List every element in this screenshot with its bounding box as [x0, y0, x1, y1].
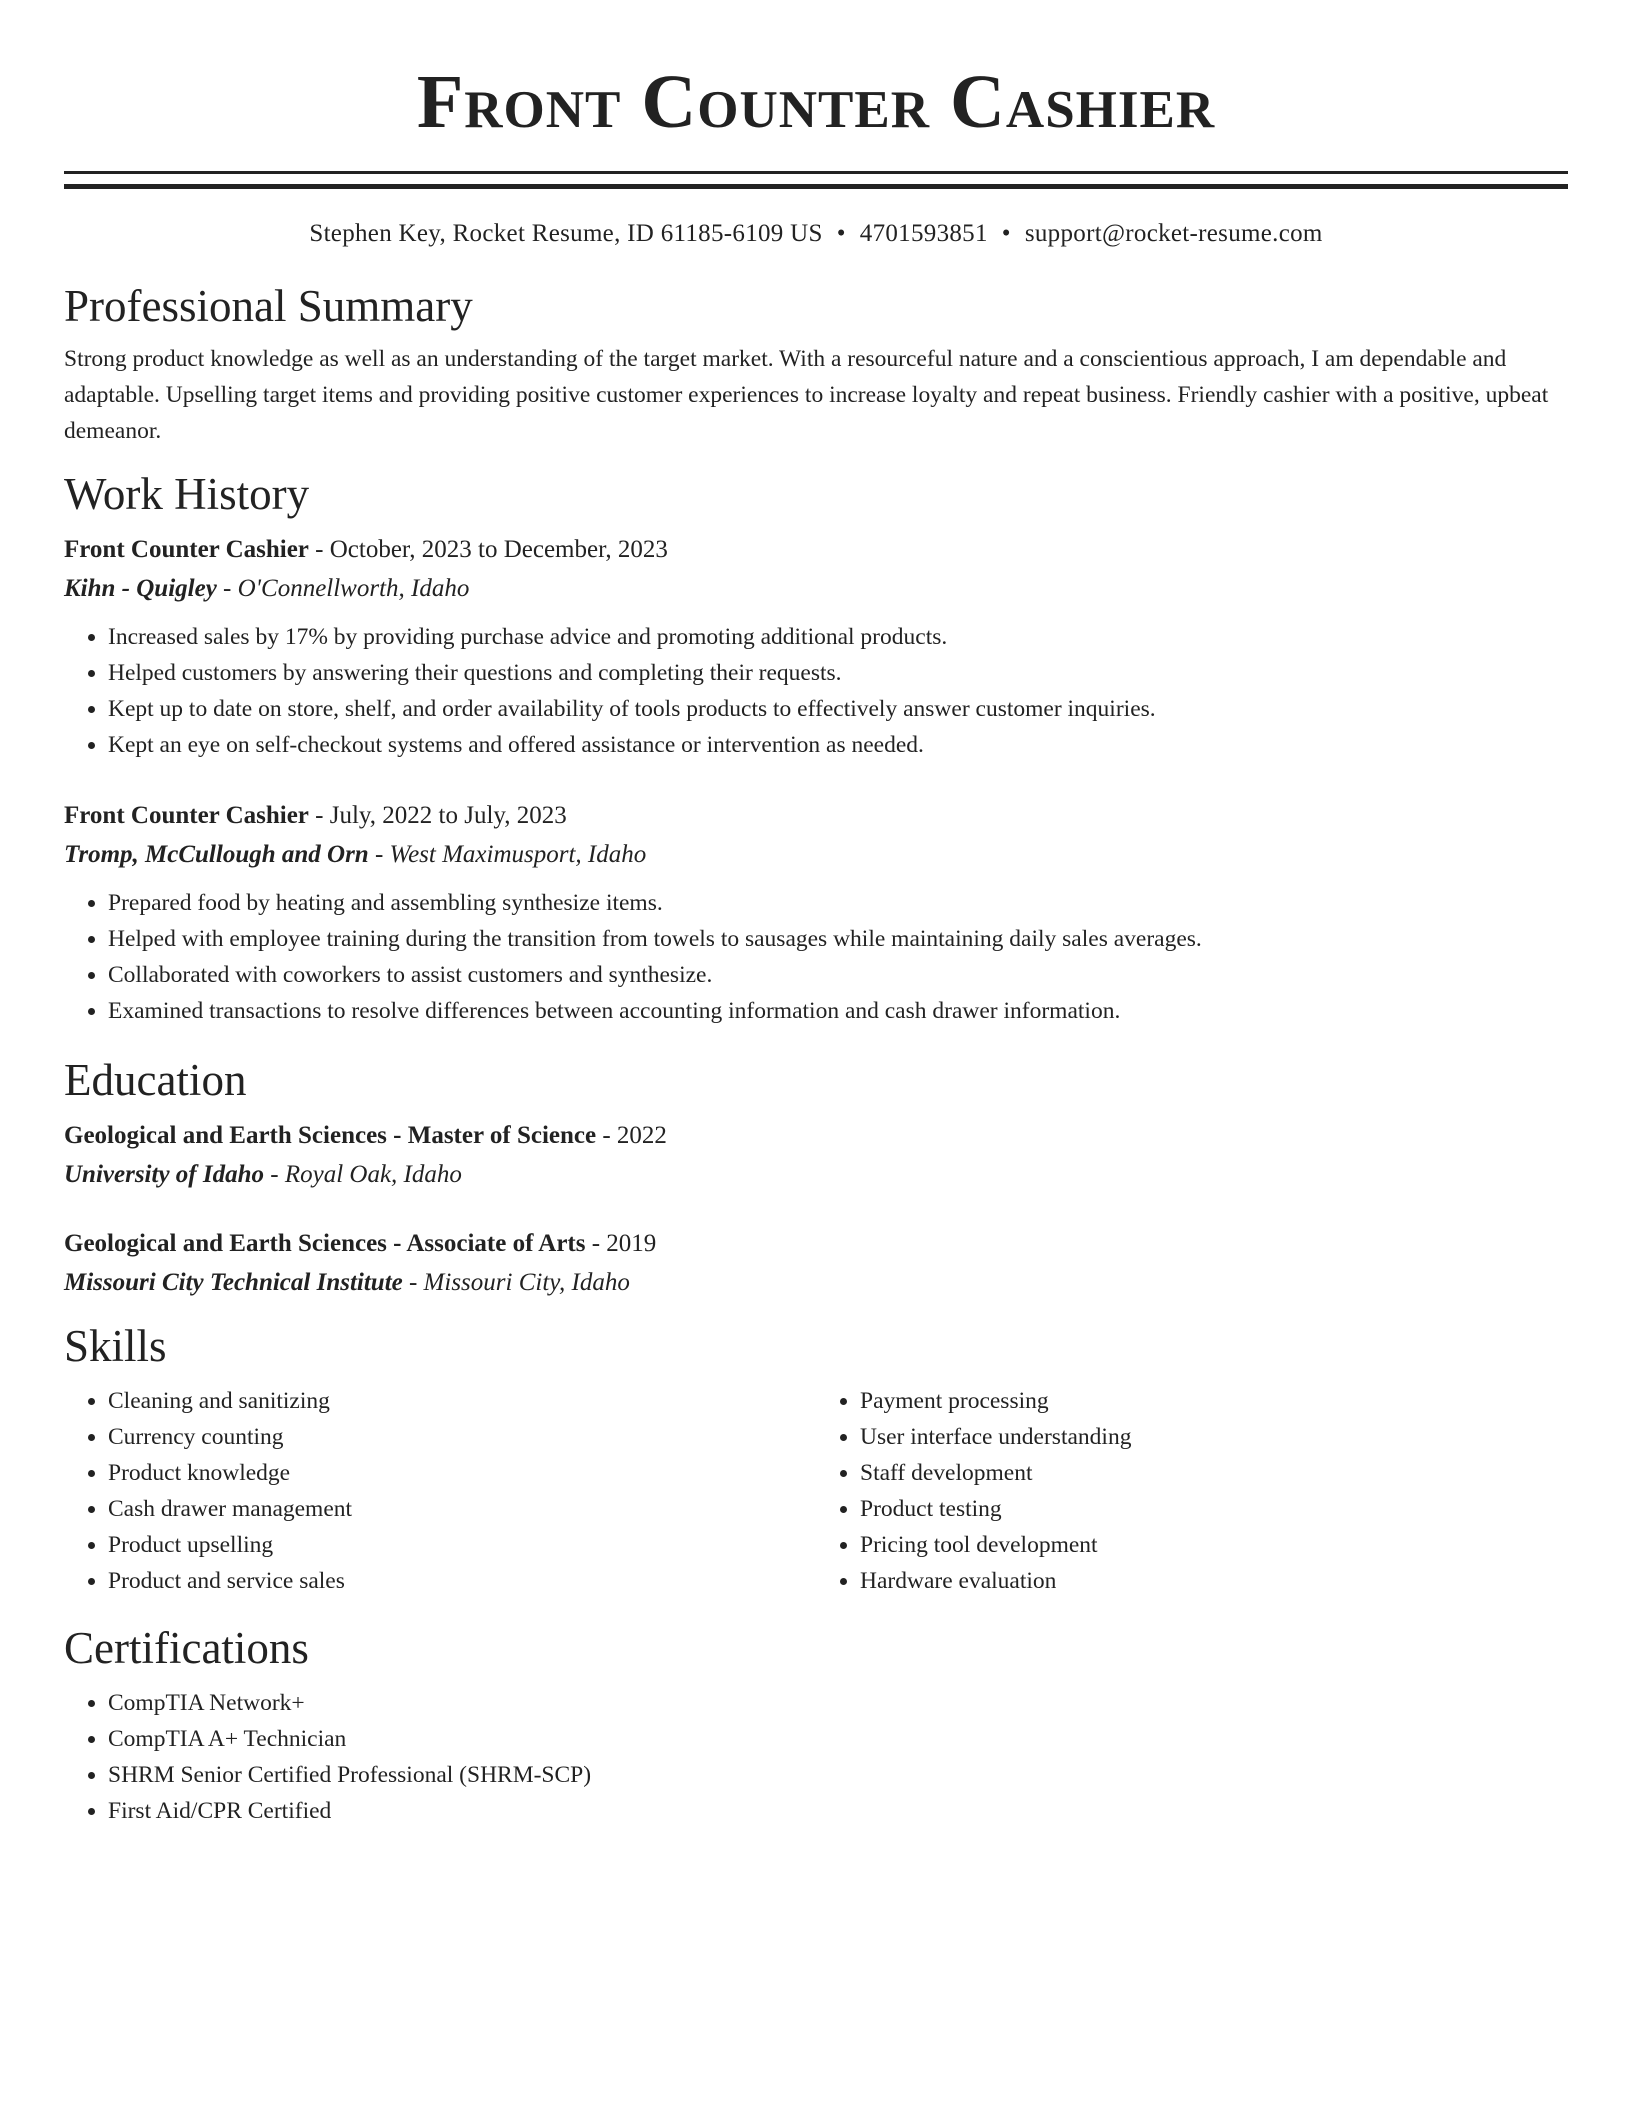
skill-item: • Cash drawer management	[108, 1491, 816, 1527]
job-bullet: • Helped customers by answering their questions and completing their requests.	[108, 655, 1568, 691]
education-entry	[64, 1225, 1568, 1303]
job-title: Front Counter Cashier	[64, 802, 309, 829]
job-bullet: • Collaborated with coworkers to assist customers and synthesize.	[108, 957, 1568, 993]
skill-item: • Product knowledge	[108, 1455, 816, 1491]
section-heading: Education	[64, 1055, 247, 1105]
skill-item: • Cleaning and sanitizing	[108, 1383, 816, 1419]
work-history-section	[64, 467, 1568, 1029]
job-title-line	[64, 797, 1568, 835]
education-section	[64, 1053, 1568, 1303]
skills-column-right	[816, 1383, 1568, 1599]
school-location: - Missouri City, Idaho	[402, 1269, 630, 1296]
job-dates: - October, 2023 to December, 2023	[308, 536, 668, 563]
contact-separator: •	[1001, 220, 1011, 247]
skill-item: • User interface understanding	[860, 1419, 1568, 1455]
contact-line	[64, 219, 1568, 249]
job-title: Front Counter Cashier	[64, 536, 309, 563]
company-line	[64, 569, 1568, 609]
job-entry	[64, 531, 1568, 763]
skill-item: • Product and service sales	[108, 1563, 816, 1599]
school-location: - Royal Oak, Idaho	[264, 1161, 462, 1188]
skill-item: • Product testing	[860, 1491, 1568, 1527]
title-divider	[64, 171, 1568, 189]
job-bullets	[64, 619, 1568, 763]
certification-item: • CompTIA Network+	[108, 1685, 1568, 1721]
section-heading: Skills	[64, 1321, 167, 1371]
section-heading: Work History	[64, 469, 310, 519]
degree-line	[64, 1117, 1568, 1155]
certifications-list	[64, 1685, 1568, 1829]
skills-column-left	[64, 1383, 816, 1599]
certification-item: • First Aid/CPR Certified	[108, 1793, 1568, 1829]
skills-grid	[64, 1373, 1568, 1599]
job-bullet: • Increased sales by 17% by providing purchase advice and promoting additional products.	[108, 619, 1568, 655]
job-bullet: • Prepared food by heating and assembling synthesize items.	[108, 885, 1568, 921]
contact-email: support@rocket-resume.com	[1024, 220, 1323, 247]
school-name: University of Idaho	[64, 1161, 264, 1188]
job-bullet: • Helped with employee training during the transition from towels to sausages while maintaining daily sales averages.	[108, 921, 1568, 957]
school-name: Missouri City Technical Institute	[64, 1269, 403, 1296]
job-bullet: • Kept up to date on store, shelf, and order availability of tools products to effectively answer customer inquiries.	[108, 691, 1568, 727]
degree-year: - 2022	[596, 1122, 667, 1149]
company-name: Kihn - Quigley	[64, 575, 217, 602]
contact-address: Stephen Key, Rocket Resume, ID 61185-6109 US	[309, 220, 823, 247]
certification-item: • CompTIA A+ Technician	[108, 1721, 1568, 1757]
summary-section	[64, 279, 1568, 449]
certifications-section	[64, 1621, 1568, 1829]
contact-separator: •	[836, 220, 846, 247]
resume-title: Front Counter Cashier	[416, 60, 1216, 144]
skill-item: • Product upselling	[108, 1527, 816, 1563]
degree-line	[64, 1225, 1568, 1263]
contact-phone: 4701593851	[859, 220, 988, 247]
summary-text: Strong product knowledge as well as an understanding of the target market. With a resourceful nature and a conscientious approach, I am dependable and adaptable. Upselling target items and providing positive customer experiences to increase loyalty and repeat business. Friendly cashier with a positive, upbeat demeanor.	[64, 346, 1549, 444]
skills-section	[64, 1319, 1568, 1599]
section-heading: Professional Summary	[64, 281, 473, 331]
company-line	[64, 835, 1568, 875]
skill-item: • Staff development	[860, 1455, 1568, 1491]
school-line	[64, 1263, 1568, 1303]
job-title-line	[64, 531, 1568, 569]
degree-name: Geological and Earth Sciences - Master of Science	[64, 1122, 597, 1149]
job-dates: - July, 2022 to July, 2023	[308, 802, 567, 829]
section-heading: Certifications	[64, 1623, 309, 1673]
company-location: - West Maximusport, Idaho	[368, 841, 647, 868]
company-location: - O'Connellworth, Idaho	[216, 575, 470, 602]
job-bullet: • Kept an eye on self-checkout systems and offered assistance or intervention as needed.	[108, 727, 1568, 763]
school-line	[64, 1155, 1568, 1195]
degree-name: Geological and Earth Sciences - Associate of Arts	[64, 1230, 586, 1257]
job-bullet: • Examined transactions to resolve differences between accounting information and cash drawer information.	[108, 993, 1568, 1029]
certification-item: • SHRM Senior Certified Professional (SHRM-SCP)	[108, 1757, 1568, 1793]
job-entry	[64, 797, 1568, 1029]
degree-year: - 2019	[585, 1230, 657, 1257]
skill-item: • Currency counting	[108, 1419, 816, 1455]
company-name: Tromp, McCullough and Orn	[64, 841, 369, 868]
skill-item: • Pricing tool development	[860, 1527, 1568, 1563]
job-bullets	[64, 885, 1568, 1029]
skill-item: • Payment processing	[860, 1383, 1568, 1419]
skill-item: • Hardware evaluation	[860, 1563, 1568, 1599]
education-entry	[64, 1117, 1568, 1195]
